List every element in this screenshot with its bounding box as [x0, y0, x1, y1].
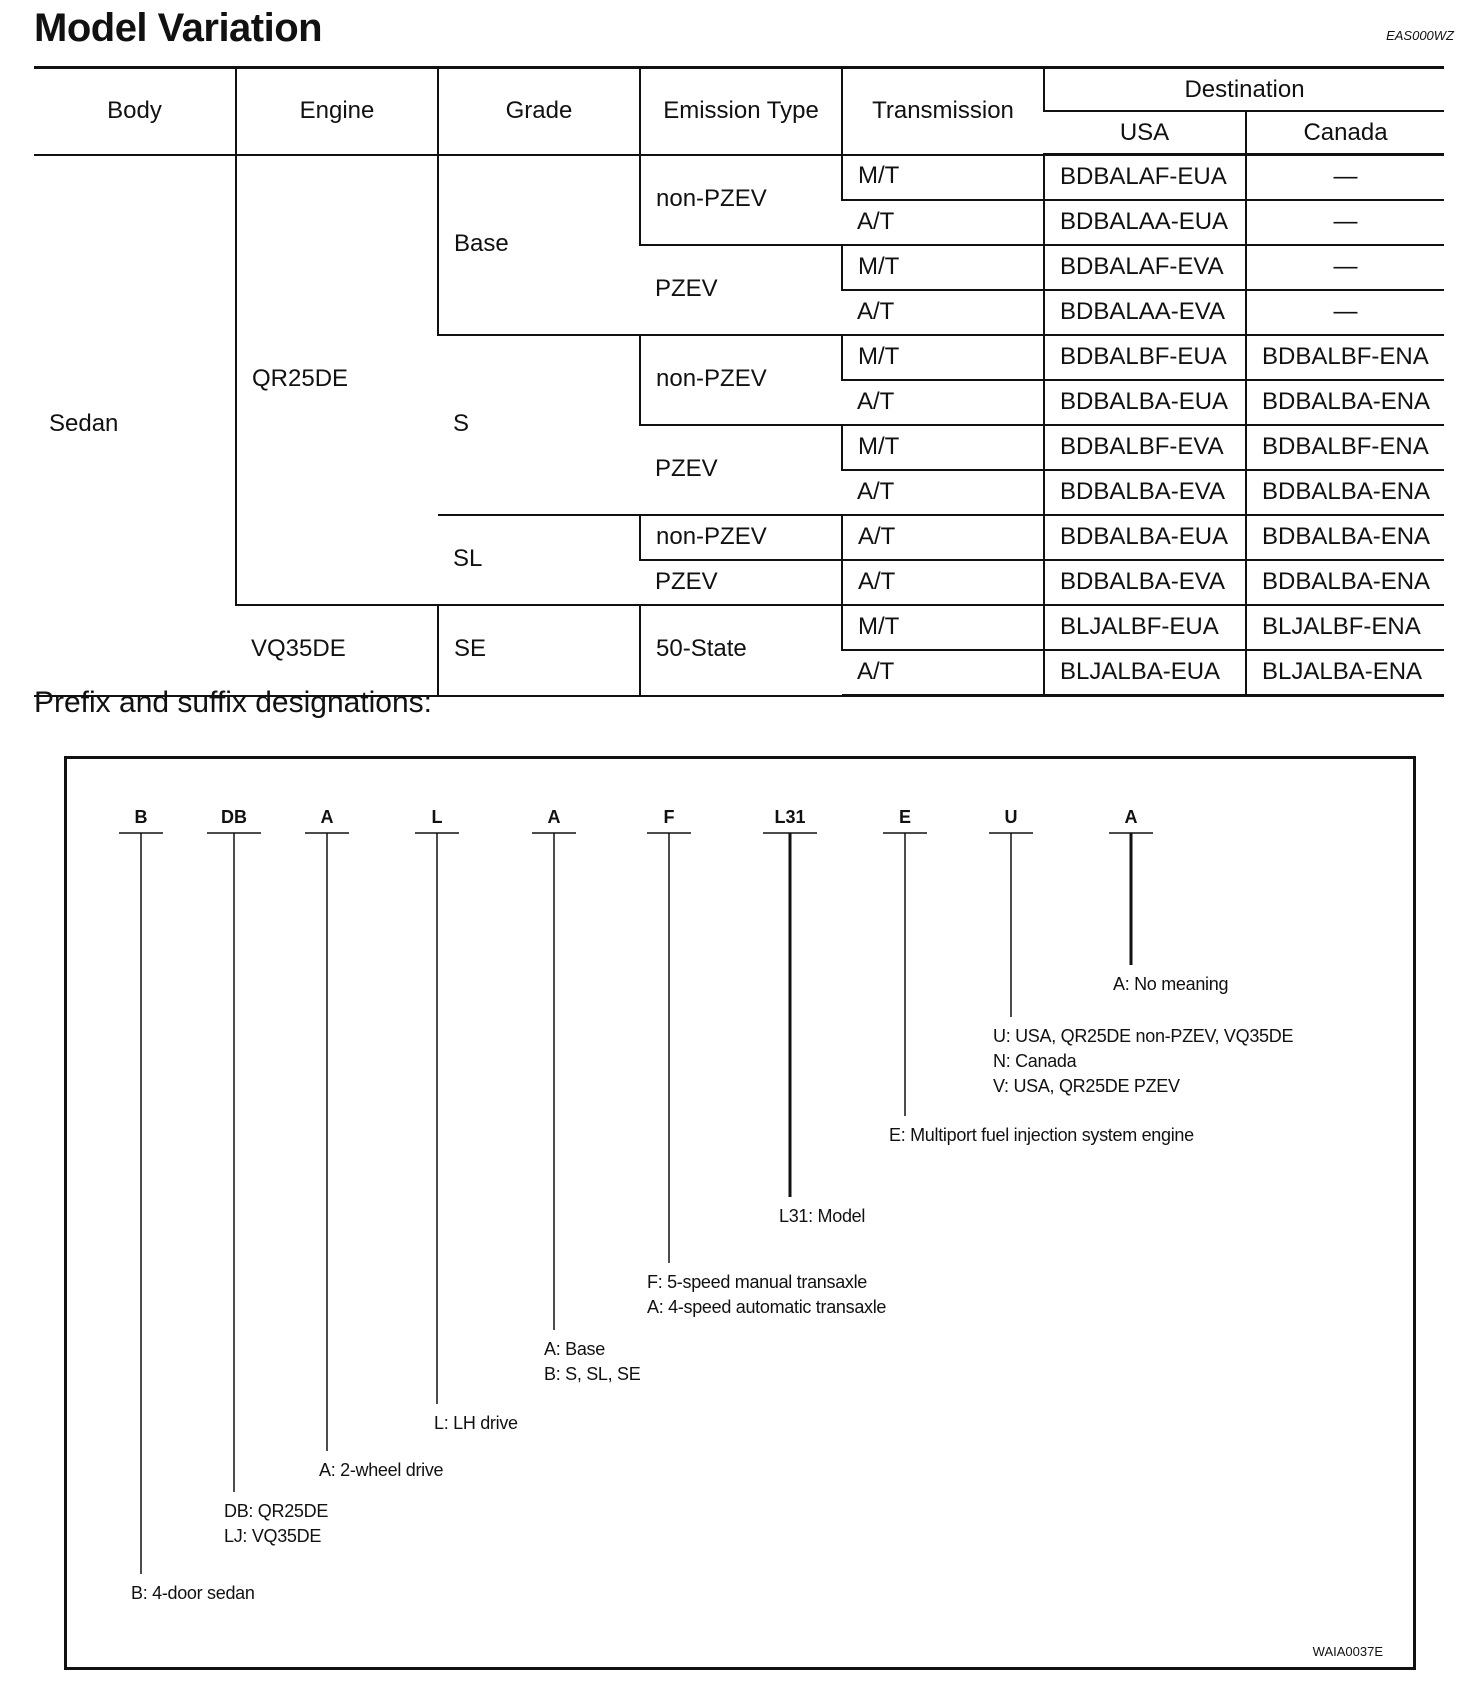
- emission-cell: 50-State: [640, 605, 842, 696]
- canada-code-cell: —: [1246, 290, 1444, 335]
- canada-code-cell: BDBALBA-ENA: [1246, 380, 1444, 425]
- usa-code-cell: BDBALBA-EUA: [1044, 380, 1246, 425]
- emission-cell: PZEV: [640, 245, 842, 335]
- prefix-suffix-heading: Prefix and suffix designations:: [34, 686, 433, 719]
- engine-cell: VQ35DE: [236, 605, 438, 696]
- transmission-cell: A/T: [842, 470, 1044, 515]
- grade-cell: SL: [438, 515, 640, 605]
- canada-code-cell: BDBALBA-ENA: [1246, 470, 1444, 515]
- usa-code-cell: BDBALAF-EUA: [1044, 155, 1246, 201]
- transmission-cell: A/T: [842, 290, 1044, 335]
- segment-grade: A: [547, 807, 561, 827]
- document-code: EAS000WZ: [1386, 28, 1454, 43]
- emission-cell: non-PZEV: [640, 335, 842, 425]
- transmission-cell: A/T: [842, 515, 1044, 560]
- header-destination: Destination: [1044, 68, 1444, 112]
- canada-code-cell: BDBALBF-ENA: [1246, 425, 1444, 470]
- label-steering: L: LH drive: [434, 1413, 518, 1433]
- segment-drive: A: [320, 807, 334, 827]
- canada-code-cell: BLJALBA-ENA: [1246, 650, 1444, 696]
- canada-code-cell: BDBALBA-ENA: [1246, 515, 1444, 560]
- label-fuel-system: E: Multiport fuel injection system engine: [889, 1125, 1194, 1145]
- canada-code-cell: —: [1246, 155, 1444, 201]
- table-row: [34, 155, 1444, 201]
- segment-model: L31: [774, 807, 806, 827]
- page-title: Model Variation: [34, 6, 323, 50]
- usa-code-cell: BLJALBA-EUA: [1044, 650, 1246, 696]
- label-destination: U: USA, QR25DE non-PZEV, VQ35DE N: Canada V: USA, QR25DE PZEV: [993, 1026, 1294, 1096]
- grade-cell: S: [438, 335, 640, 515]
- segment-steering: L: [431, 807, 443, 827]
- label-suffix: A: No meaning: [1113, 974, 1229, 994]
- canada-code-cell: —: [1246, 200, 1444, 245]
- transmission-cell: A/T: [842, 380, 1044, 425]
- transmission-cell: A/T: [842, 200, 1044, 245]
- usa-code-cell: BDBALAA-EUA: [1044, 200, 1246, 245]
- canada-code-cell: —: [1246, 245, 1444, 290]
- canada-code-cell: BDBALBF-ENA: [1246, 335, 1444, 380]
- header-emission-type: Emission Type: [640, 68, 842, 155]
- transmission-cell: A/T: [842, 650, 1044, 696]
- transmission-cell: M/T: [842, 335, 1044, 380]
- grade-cell: SE: [438, 605, 640, 696]
- transmission-cell: M/T: [842, 425, 1044, 470]
- grade-cell: Base: [438, 155, 640, 336]
- body-cell: Sedan: [34, 155, 236, 696]
- segment-engine: DB: [221, 807, 247, 827]
- label-body: B: 4-door sedan: [131, 1583, 255, 1603]
- header-transmission: Transmission: [842, 68, 1044, 155]
- header-canada: Canada: [1246, 111, 1444, 155]
- header-engine: Engine: [236, 68, 438, 155]
- model-variation-table: [34, 66, 1444, 697]
- table-row: [34, 605, 1444, 650]
- transmission-cell: M/T: [842, 605, 1044, 650]
- canada-code-cell: BDBALBA-ENA: [1246, 560, 1444, 605]
- header-usa: USA: [1044, 111, 1246, 155]
- label-engine: DB: QR25DE LJ: VQ35DE: [224, 1501, 329, 1546]
- header-grade: Grade: [438, 68, 640, 155]
- usa-code-cell: BDBALAF-EVA: [1044, 245, 1246, 290]
- segment-transaxle: F: [663, 807, 675, 827]
- emission-cell: non-PZEV: [640, 155, 842, 246]
- prefix-suffix-diagram: [64, 756, 1416, 1670]
- transmission-cell: M/T: [842, 155, 1044, 201]
- segment-fuel-system: E: [898, 807, 912, 827]
- figure-code: WAIA0037E: [1312, 1644, 1383, 1659]
- segment-body: B: [134, 807, 148, 827]
- canada-code-cell: BLJALBF-ENA: [1246, 605, 1444, 650]
- usa-code-cell: BDBALBF-EUA: [1044, 335, 1246, 380]
- emission-cell: PZEV: [640, 560, 842, 605]
- label-grade: A: Base B: S, SL, SE: [544, 1339, 641, 1384]
- label-drive: A: 2-wheel drive: [319, 1460, 444, 1480]
- emission-cell: PZEV: [640, 425, 842, 515]
- usa-code-cell: BDBALAA-EVA: [1044, 290, 1246, 335]
- engine-cell: QR25DE: [236, 155, 438, 606]
- header-body: Body: [34, 68, 236, 155]
- emission-cell: non-PZEV: [640, 515, 842, 560]
- label-model: L31: Model: [779, 1206, 866, 1226]
- usa-code-cell: BDBALBA-EUA: [1044, 515, 1246, 560]
- label-transaxle: F: 5-speed manual transaxle A: 4-speed automatic transaxle: [647, 1272, 887, 1317]
- transmission-cell: A/T: [842, 560, 1044, 605]
- usa-code-cell: BDBALBA-EVA: [1044, 560, 1246, 605]
- usa-code-cell: BLJALBF-EUA: [1044, 605, 1246, 650]
- segment-destination: U: [1004, 807, 1018, 827]
- usa-code-cell: BDBALBF-EVA: [1044, 425, 1246, 470]
- segment-suffix: A: [1124, 807, 1138, 827]
- transmission-cell: M/T: [842, 245, 1044, 290]
- usa-code-cell: BDBALBA-EVA: [1044, 470, 1246, 515]
